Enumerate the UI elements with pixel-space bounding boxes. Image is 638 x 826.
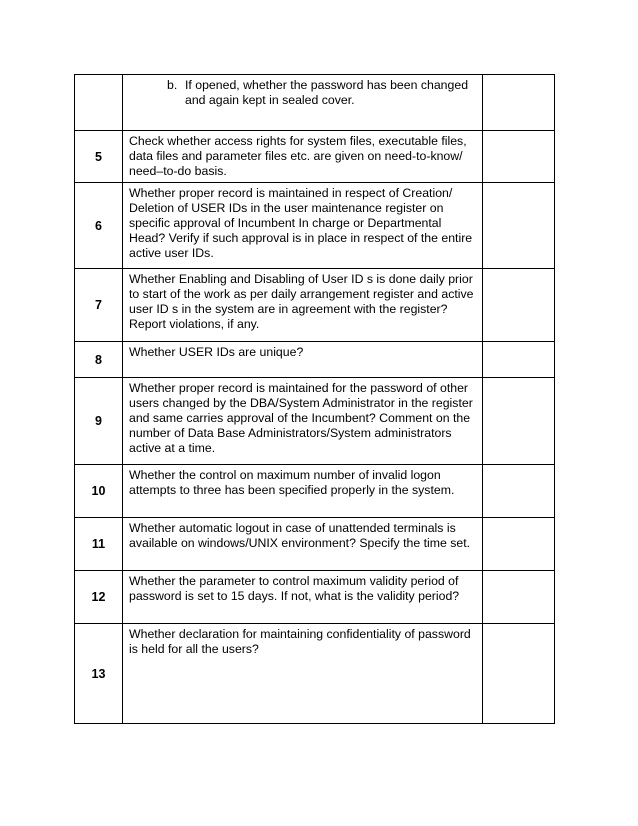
row-number: 8 (95, 352, 102, 367)
row-number: 5 (95, 149, 102, 164)
question-cell (123, 465, 483, 518)
row-number-cell (75, 342, 123, 378)
row-number-cell (75, 269, 123, 342)
question-cell (123, 571, 483, 624)
table-row (75, 624, 555, 724)
response-cell (483, 269, 555, 342)
sub-item (129, 78, 478, 108)
response-cell (483, 518, 555, 571)
table-row (75, 571, 555, 624)
question-text: Whether USER IDs are unique? (129, 345, 304, 359)
response-cell (483, 378, 555, 465)
response-cell (483, 75, 555, 131)
audit-checklist-table (74, 74, 555, 724)
question-cell (123, 75, 483, 131)
row-number-cell (75, 378, 123, 465)
question-cell (123, 131, 483, 183)
question-text: Whether automatic logout in case of unattended terminals is available on windows/UNIX environment? Specify the time set. (129, 521, 471, 550)
question-text: Whether the parameter to control maximum validity period of password is set to 15 days. If not, what is the validity period? (129, 574, 460, 603)
question-cell (123, 183, 483, 269)
question-cell (123, 269, 483, 342)
table-row (75, 269, 555, 342)
question-cell (123, 378, 483, 465)
question-text: Whether proper record is maintained in respect of Creation/ Deletion of USER IDs in the user maintenance register on specific approval of Incumbent In charge or Departmental Head? Verify if such approval is in place in respect of the entire active user IDs. (129, 186, 473, 260)
question-text: Whether the control on maximum number of invalid logon attempts to three has been specified properly in the system. (129, 468, 455, 497)
row-number-cell (75, 183, 123, 269)
table-row (75, 465, 555, 518)
table-row (75, 518, 555, 571)
table-row (75, 75, 555, 131)
question-text: Whether declaration for maintaining confidentiality of password is held for all the users? (129, 627, 471, 656)
row-number-cell (75, 624, 123, 724)
response-cell (483, 624, 555, 724)
row-number: 7 (95, 298, 102, 312)
response-cell (483, 131, 555, 183)
row-number: 12 (91, 590, 106, 604)
row-number-cell (75, 75, 123, 131)
response-cell (483, 183, 555, 269)
question-text: Whether Enabling and Disabling of User ID s is done daily prior to start of the work as per daily arrangement register and active user ID s in the system are in agreement with the register? Report violations, if any. (129, 272, 474, 331)
table-row (75, 131, 555, 183)
row-number-cell (75, 131, 123, 183)
table-row (75, 378, 555, 465)
question-cell (123, 342, 483, 378)
row-number: 10 (91, 484, 106, 498)
response-cell (483, 571, 555, 624)
response-cell (483, 342, 555, 378)
question-cell (123, 624, 483, 724)
table-row (75, 342, 555, 378)
row-number-cell (75, 518, 123, 571)
question-text: Check whether access rights for system files, executable files, data files and parameter files etc. are given on need-to-know/ need–to-do basis. (129, 134, 467, 178)
question-text: If opened, whether the password has been changed and again kept in sealed cover. (185, 78, 469, 107)
response-cell (483, 465, 555, 518)
row-number-cell (75, 571, 123, 624)
row-number: 11 (91, 537, 106, 551)
question-cell (123, 518, 483, 571)
table-row (75, 183, 555, 269)
row-number-cell (75, 465, 123, 518)
question-text: Whether proper record is maintained for the password of other users changed by the DBA/System Administrator in the register and same carries approval of the Incumbent? Comment on the number of Data Base Administrators/System administrators active at a time. (129, 381, 473, 455)
sub-item-letter: b. (167, 78, 178, 92)
row-number: 9 (95, 414, 102, 428)
row-number: 6 (95, 218, 102, 233)
row-number: 13 (91, 667, 106, 681)
